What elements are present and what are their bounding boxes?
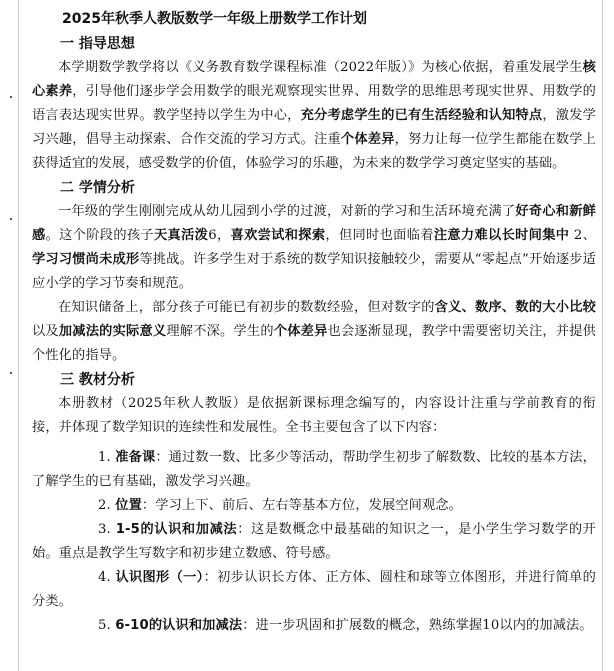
text-run: 本册教材（2025年秋人教版）是依据新课标理念编写的，内容设计注重与学前教育的衔接，并体现了数学知识的连续性和发展性。全书主要包含了以下内容： xyxy=(32,396,596,435)
bold-text: 天真活泼 xyxy=(153,228,209,243)
text-run: 。这个阶段的孩子 xyxy=(45,228,154,243)
bold-text: 喜欢尝试和探索 xyxy=(230,228,326,243)
text-run: ：学习上下、前后、左右等基本方位，发展空间观念。 xyxy=(141,498,463,513)
text-run: 等挑战。许多学生对于系统的数学知识接触较少，需要从“零起点”开始逐步适应小学的学习节奏和规范。 xyxy=(32,252,596,291)
text-run: 也会逐渐显现，教学中需要密切关注，并提供个性化的指导。 xyxy=(32,324,597,363)
section-heading: 二 学情分析 xyxy=(60,180,135,196)
text-run: ：进一步巩固和扩展数的概念，熟练掌握10以内的加减法。 xyxy=(242,618,593,633)
list-item xyxy=(32,494,596,518)
paragraph xyxy=(32,392,596,440)
bold-text: 6-10的认识和加减法 xyxy=(115,618,243,633)
page-left-border xyxy=(18,0,19,671)
paragraph xyxy=(32,296,596,368)
text-run: 6， xyxy=(208,228,231,243)
bold-text: 准备课 xyxy=(115,450,156,465)
section-heading: 三 教材分析 xyxy=(60,372,135,388)
document-title: 2025年秋季人教版数学一年级上册数学工作计划 xyxy=(62,11,367,27)
text-run: 在知识储备上，部分孩子可能已有初步的数数经验，但对数字的 xyxy=(58,300,435,315)
text-run: 1. xyxy=(98,450,116,465)
text-run: ：初步认识长方体、正方体、圆柱和球等立体图形，并进行简单的分类。 xyxy=(32,570,596,609)
bold-text: 加减法的实际意义 xyxy=(58,324,167,339)
bold-text: 学习习惯尚未成形 xyxy=(32,252,140,267)
bold-text: 含义、数序、数的大小比较 xyxy=(434,300,596,315)
section-heading: 一 指导思想 xyxy=(60,36,135,52)
text-run: ，努力让每一位学生都能在数学上获得适宜的发展，感受数学的价值，体验学习的乐趣，为未来的数学学习奠定坚实的基础。 xyxy=(32,132,597,171)
bold-text: 认识图形（一） xyxy=(115,570,204,585)
paragraph xyxy=(32,56,596,176)
bold-text: 充分考虑学生的已有生活经验和认知特点 xyxy=(300,108,543,123)
text-run: 5. xyxy=(98,618,116,633)
margin-mark xyxy=(10,372,12,374)
bold-text: 好奇心和新鲜感 xyxy=(32,204,596,243)
content-list xyxy=(32,446,596,638)
text-run: 2、 xyxy=(569,228,596,243)
text-run: 一年级的学生刚刚完成从幼儿园到小学的过渡，对新的学习和生活环境充满了 xyxy=(58,204,516,219)
text-run: 以及 xyxy=(32,324,59,339)
bold-text: 核心素养 xyxy=(32,60,596,99)
list-item xyxy=(32,518,596,566)
bold-text: 个体差异 xyxy=(273,324,328,339)
bold-text: 个体差异 xyxy=(340,132,395,147)
text-run: 理解不深。学生的 xyxy=(166,324,274,339)
document-body xyxy=(32,32,596,638)
bold-text: 注意力难以长时间集中 xyxy=(433,228,570,243)
margin-marks xyxy=(6,0,18,671)
text-run: ，引导他们逐步学会用数学的眼光观察现实世界、用数学的思维思考现实世界、用数学的语言表达现实世界。教学坚持以学生为中心， xyxy=(32,84,596,123)
page-right-border xyxy=(602,0,603,671)
bold-text: 1-5的认识和加减法 xyxy=(115,522,238,537)
text-run: ：这是数概念中最基础的知识之一，是小学生学习数学的开始。重点是教学生写数字和初步建立数感、符号感。 xyxy=(32,522,596,561)
text-run: 本学期数学教学将以《义务教育数学课程标准（2022年版）》为核心依据，着重发展学生 xyxy=(58,60,583,75)
bold-text: 位置 xyxy=(115,498,142,513)
list-item xyxy=(32,446,596,494)
margin-mark xyxy=(10,218,12,220)
text-run: ，但同时也面临着 xyxy=(325,228,434,243)
text-run: ：通过数一数、比多少等活动，帮助学生初步了解数数、比较的基本方法，了解学生的已有基础，激发学习兴趣。 xyxy=(32,450,597,489)
list-item xyxy=(32,614,596,638)
list-item xyxy=(32,566,596,614)
margin-mark xyxy=(10,96,12,98)
text-run: 2. xyxy=(98,498,116,513)
paragraph xyxy=(32,200,596,296)
text-run: ，激发学习兴趣，倡导主动探索、合作交流的学习方式。注重 xyxy=(32,108,596,147)
text-run: 3. xyxy=(98,522,116,537)
text-run: 4. xyxy=(98,570,116,585)
